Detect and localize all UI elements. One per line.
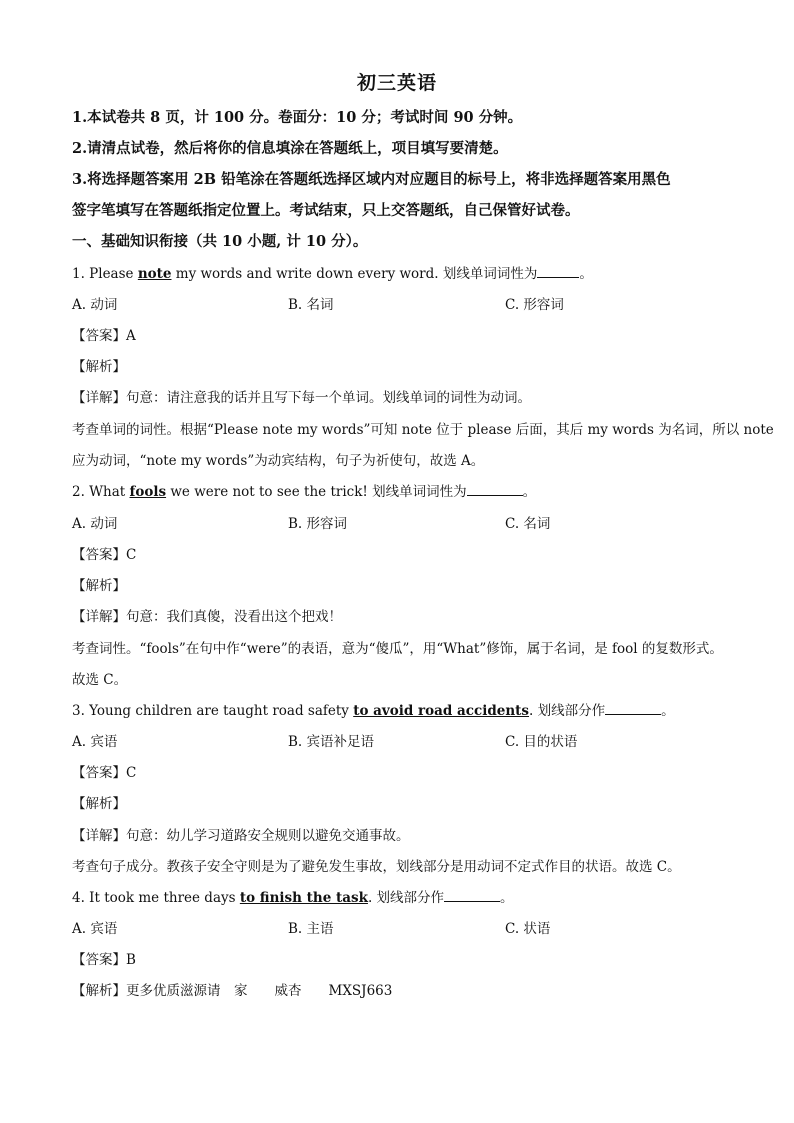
q3-detail-1: 【详解】句意：幼儿学习道路安全规则以避免交通事故。	[72, 828, 410, 844]
question-4: 4. It took me three days to finish the task. 划线部分作 。	[72, 890, 514, 906]
q1-option-c: C. 形容词	[505, 297, 564, 313]
answer-blank	[537, 265, 579, 278]
q2-analysis-label: 【解析】	[72, 578, 126, 594]
note-line-3: 3.将选择题答案用 2B 铅笔涂在答题纸选择区域内对应题目的标号上，将非选择题答案用黑色	[72, 171, 671, 188]
q2-option-a: A. 动词	[72, 516, 118, 532]
answer-blank	[605, 702, 661, 715]
answer-blank	[467, 483, 523, 496]
section-heading: 一、基础知识衔接（共 10 小题, 计 10 分）。	[72, 233, 368, 250]
q1-option-a: A. 动词	[72, 297, 118, 313]
q2-answer: 【答案】C	[72, 547, 137, 563]
q1-analysis-label: 【解析】	[72, 359, 126, 375]
answer-blank	[444, 889, 500, 902]
q2-detail-3: 故选 C。	[72, 672, 128, 688]
q2-detail-1: 【详解】句意：我们真傻，没看出这个把戏！	[72, 609, 342, 625]
q3-option-a: A. 宾语	[72, 734, 118, 750]
underlined-word: note	[137, 266, 172, 282]
note-line-4: 签字笔填写在答题纸指定位置上。考试结束，只上交答题纸，自己保管好试卷。	[72, 202, 580, 219]
question-1: 1. Please note my words and write down every word. 划线单词词性为 。	[72, 266, 593, 282]
underlined-phrase: to avoid road accidents	[353, 703, 530, 719]
q3-option-c: C. 目的状语	[505, 734, 578, 750]
note-line-1: 1.本试卷共 8 页，计 100 分。卷面分：10 分；考试时间 90 分钟。	[72, 109, 523, 126]
q3-answer: 【答案】C	[72, 765, 137, 781]
q4-answer: 【答案】B	[72, 952, 136, 968]
q1-detail-1: 【详解】句意：请注意我的话并且写下每一个单词。划线单词的词性为动词。	[72, 390, 531, 406]
q3-analysis-label: 【解析】	[72, 796, 126, 812]
q2-detail-2: 考查词性。“fools”在句中作“were”的表语，意为“傻瓜”，用“What”修饰，属于名词，是 fool 的复数形式。	[72, 641, 723, 657]
q3-detail-2: 考查句子成分。教孩子安全守则是为了避免发生事故，划线部分是用动词不定式作目的状语。故选 C。	[72, 859, 681, 875]
q2-option-c: C. 名词	[505, 516, 551, 532]
q3-option-b: B. 宾语补足语	[288, 734, 375, 750]
note-line-2: 2.请清点试卷，然后将你的信息填涂在答题纸上，项目填写要清楚。	[72, 140, 508, 157]
underlined-phrase: to finish the task	[239, 890, 368, 906]
q4-option-a: A. 宾语	[72, 921, 118, 937]
question-3: 3. Young children are taught road safety to avoid road accidents. 划线部分作 。	[72, 703, 675, 719]
question-2: 2. What fools we were not to see the trick! 划线单词词性为 。	[72, 484, 537, 500]
q4-option-c: C. 状语	[505, 921, 551, 937]
q2-option-b: B. 形容词	[288, 516, 348, 532]
q4-analysis: 【解析】更多优质滋源请 家 威杏 MXSJ663	[72, 983, 393, 999]
underlined-word: fools	[129, 484, 167, 500]
q4-option-b: B. 主语	[288, 921, 334, 937]
q1-answer: 【答案】A	[72, 328, 136, 344]
q1-detail-2: 考查单词的词性。根据“Please note my words”可知 note 位于 please 后面，其后 my words 为名词，所以 note	[72, 422, 774, 438]
q1-option-b: B. 名词	[288, 297, 334, 313]
q1-detail-3: 应为动词，“note my words”为动宾结构，句子为祈使句，故选 A。	[72, 453, 485, 469]
page-title: 初三英语	[356, 72, 437, 94]
